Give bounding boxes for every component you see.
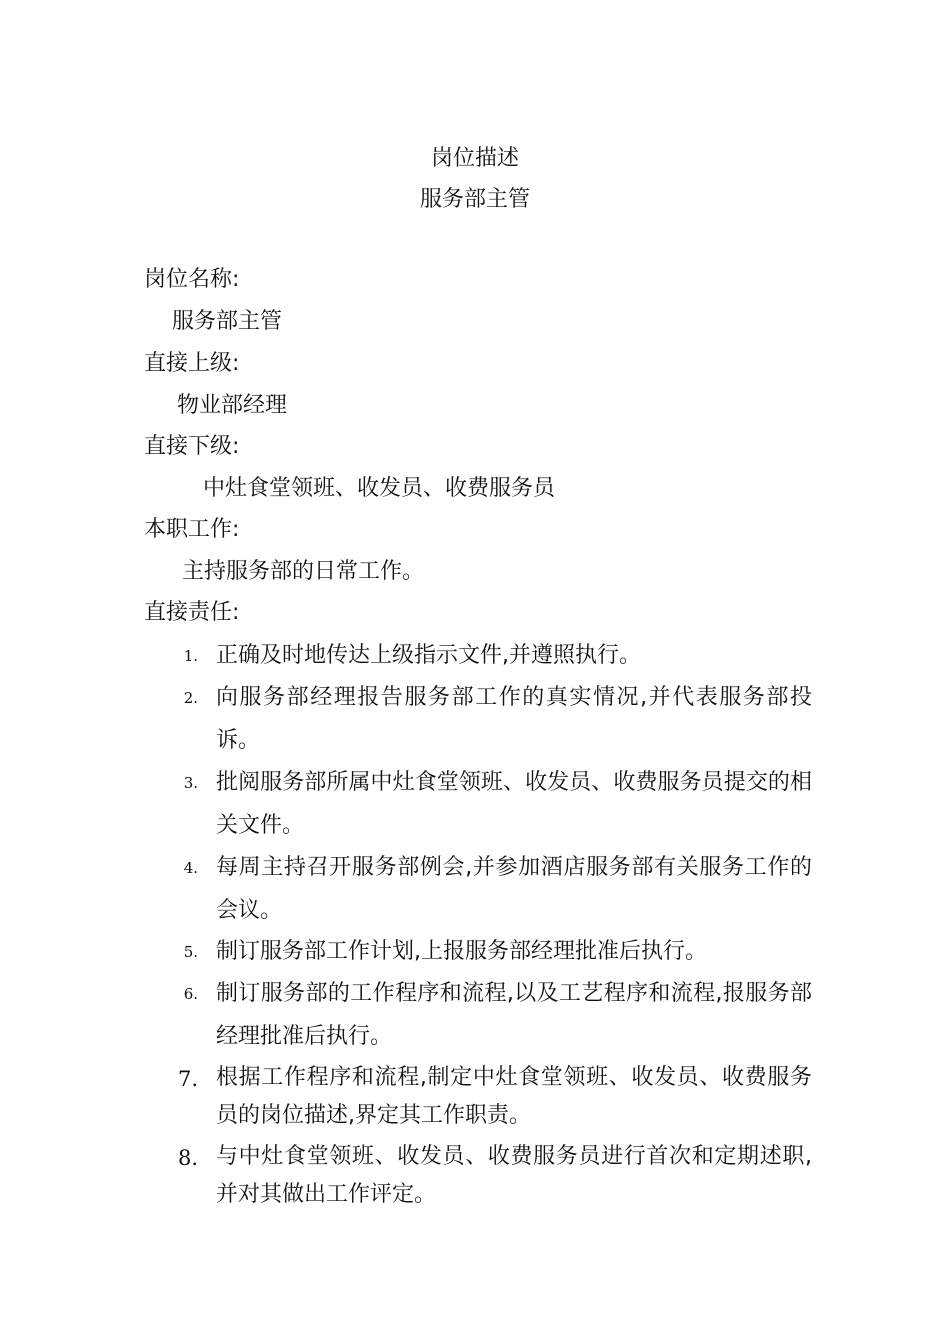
list-item-number: 5. xyxy=(183,943,198,961)
list-item-number: 2. xyxy=(183,689,198,707)
position-name-label: 岗位名称: xyxy=(144,267,240,292)
list-item-number: 7. xyxy=(177,1067,198,1091)
list-item-text: 正确及时地传达上级指示文件,并遵照执行。 xyxy=(216,643,641,668)
list-item-text: 制订服务部的工作程序和流程,以及工艺程序和流程,报服务部经理批准后执行。 xyxy=(216,981,812,1049)
list-item-text: 每周主持召开服务部例会,并参加酒店服务部有关服务工作的会议。 xyxy=(216,855,812,923)
list-item-number: 8. xyxy=(177,1146,198,1170)
direct-subordinate-label: 直接下级: xyxy=(144,434,240,459)
list-item-text: 与中灶食堂领班、收发员、收费服务员进行首次和定期述职,并对其做出工作评定。 xyxy=(216,1144,812,1207)
list-item-number: 4. xyxy=(183,859,198,877)
list-item-text: 根据工作程序和流程,制定中灶食堂领班、收发员、收费服务员的岗位描述,界定其工作职责。 xyxy=(216,1065,812,1128)
list-item-text: 批阅服务部所属中灶食堂领班、收发员、收费服务员提交的相关文件。 xyxy=(216,770,812,838)
position-name-value: 服务部主管 xyxy=(172,309,283,334)
job-duty-value: 主持服务部的日常工作。 xyxy=(182,559,425,584)
list-item-number: 3. xyxy=(183,774,198,792)
direct-superior-value: 物业部经理 xyxy=(177,393,288,418)
direct-subordinate-value: 中灶食堂领班、收发员、收费服务员 xyxy=(203,476,556,501)
document-title: 岗位描述 xyxy=(430,146,519,171)
list-item-number: 6. xyxy=(183,985,198,1003)
list-item-text: 向服务部经理报告服务部工作的真实情况,并代表服务部投诉。 xyxy=(216,685,812,753)
direct-responsibility-label: 直接责任: xyxy=(144,600,240,625)
list-item-text: 制订服务部工作计划,上报服务部经理批准后执行。 xyxy=(216,939,707,964)
direct-superior-label: 直接上级: xyxy=(144,351,240,376)
document-subtitle: 服务部主管 xyxy=(419,187,530,212)
job-duty-label: 本职工作: xyxy=(144,517,240,542)
list-item-number: 1. xyxy=(183,647,198,665)
